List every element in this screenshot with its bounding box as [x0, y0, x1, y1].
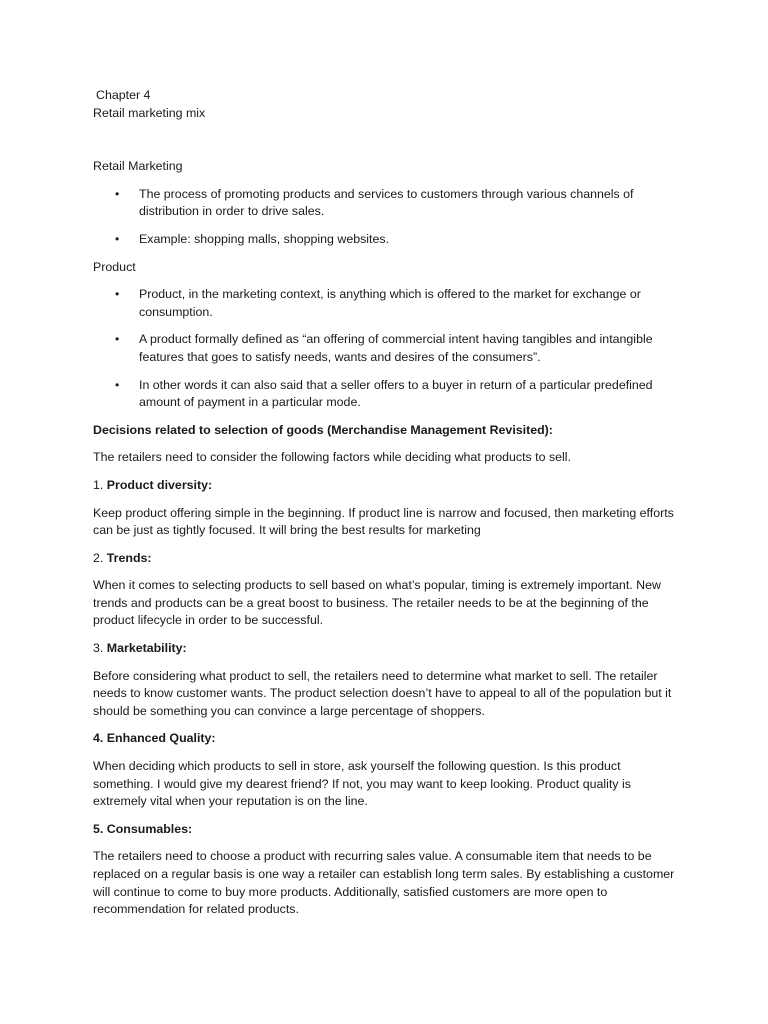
retail-marketing-bullet-list	[93, 186, 683, 249]
bullet-icon: •	[115, 231, 120, 246]
factor-title: 5. Consumables:	[93, 821, 193, 836]
product-bullet-list	[93, 286, 683, 412]
list-item-text: In other words it can also said that a seller offers to a buyer in return of a particular predefined amount of payment in a particular mode.	[139, 377, 653, 410]
factor-number: 3.	[93, 641, 107, 656]
list-item	[93, 186, 683, 221]
factor-number: 1.	[93, 477, 107, 492]
bullet-icon: •	[115, 332, 120, 347]
bullet-icon: •	[115, 377, 120, 392]
factor-body: When it comes to selecting products to sell based on what’s popular, timing is extremely important. New trends and products can be a great boost to business. The retailer needs to be at the beginning of the product lifecycle in order to be successful.	[93, 578, 661, 628]
list-item-text: The process of promoting products and services to customers through various channels of distribution in order to drive sales.	[139, 186, 634, 219]
chapter-title: Retail marketing mix	[93, 105, 206, 120]
list-item-text: Example: shopping malls, shopping websites.	[139, 231, 390, 246]
retail-marketing-heading: Retail Marketing	[93, 159, 183, 174]
factor-heading	[93, 640, 683, 658]
factor-heading	[93, 477, 683, 495]
chapter-number: Chapter 4	[96, 88, 151, 102]
spacer	[93, 122, 683, 158]
decisions-intro: The retailers need to consider the following factors while deciding what products to sell.	[93, 450, 571, 465]
factor-heading	[93, 821, 683, 839]
list-item	[93, 231, 683, 249]
factor-title: Trends:	[106, 550, 152, 565]
factor-title: Product diversity:	[106, 477, 213, 492]
factor-title: Marketability:	[106, 641, 187, 656]
factor-body: Keep product offering simple in the beginning. If product line is narrow and focused, then marketing efforts can be just as tightly focused. It will bring the best results for marketing	[93, 505, 674, 538]
list-item	[93, 331, 683, 366]
product-heading: Product	[93, 259, 136, 274]
factor-heading	[93, 550, 683, 568]
factor-body: Before considering what product to sell, the retailers need to determine what market to sell. The retailer needs to know customer wants. The product selection doesn’t have to appeal to all of the population but it should be something you can convince a large percentage of shoppers.	[93, 668, 672, 718]
decisions-heading: Decisions related to selection of goods (Merchandise Management Revisited):	[93, 422, 553, 437]
list-item	[93, 377, 683, 412]
bullet-icon: •	[115, 186, 120, 201]
factor-heading	[93, 730, 683, 748]
list-item-text: Product, in the marketing context, is anything which is offered to the market for exchange or consumption.	[139, 287, 641, 319]
factor-title: 4. Enhanced Quality:	[93, 731, 216, 746]
list-item-text: A product formally defined as “an offering of commercial intent having tangibles and intangible features that goes to satisfy needs, wants and desires of the consumers”.	[139, 332, 653, 364]
bullet-icon: •	[115, 287, 120, 302]
factor-body: The retailers need to choose a product with recurring sales value. A consumable item that needs to be replaced on a regular basis is one way a retailer can establish long term sales. By establishing a customer will continue to come to buy more products. Additionally, satisfied customers are more open to recommendation for related products.	[93, 849, 675, 917]
list-item	[93, 286, 683, 321]
factor-number: 2.	[93, 550, 107, 565]
document-body	[93, 87, 683, 919]
factor-body: When deciding which products to sell in store, ask yourself the following question. Is this product something. I would give my dearest friend? If not, you may want to keep looking. Product quality is extremely vital when your reputation is on the line.	[93, 759, 631, 809]
